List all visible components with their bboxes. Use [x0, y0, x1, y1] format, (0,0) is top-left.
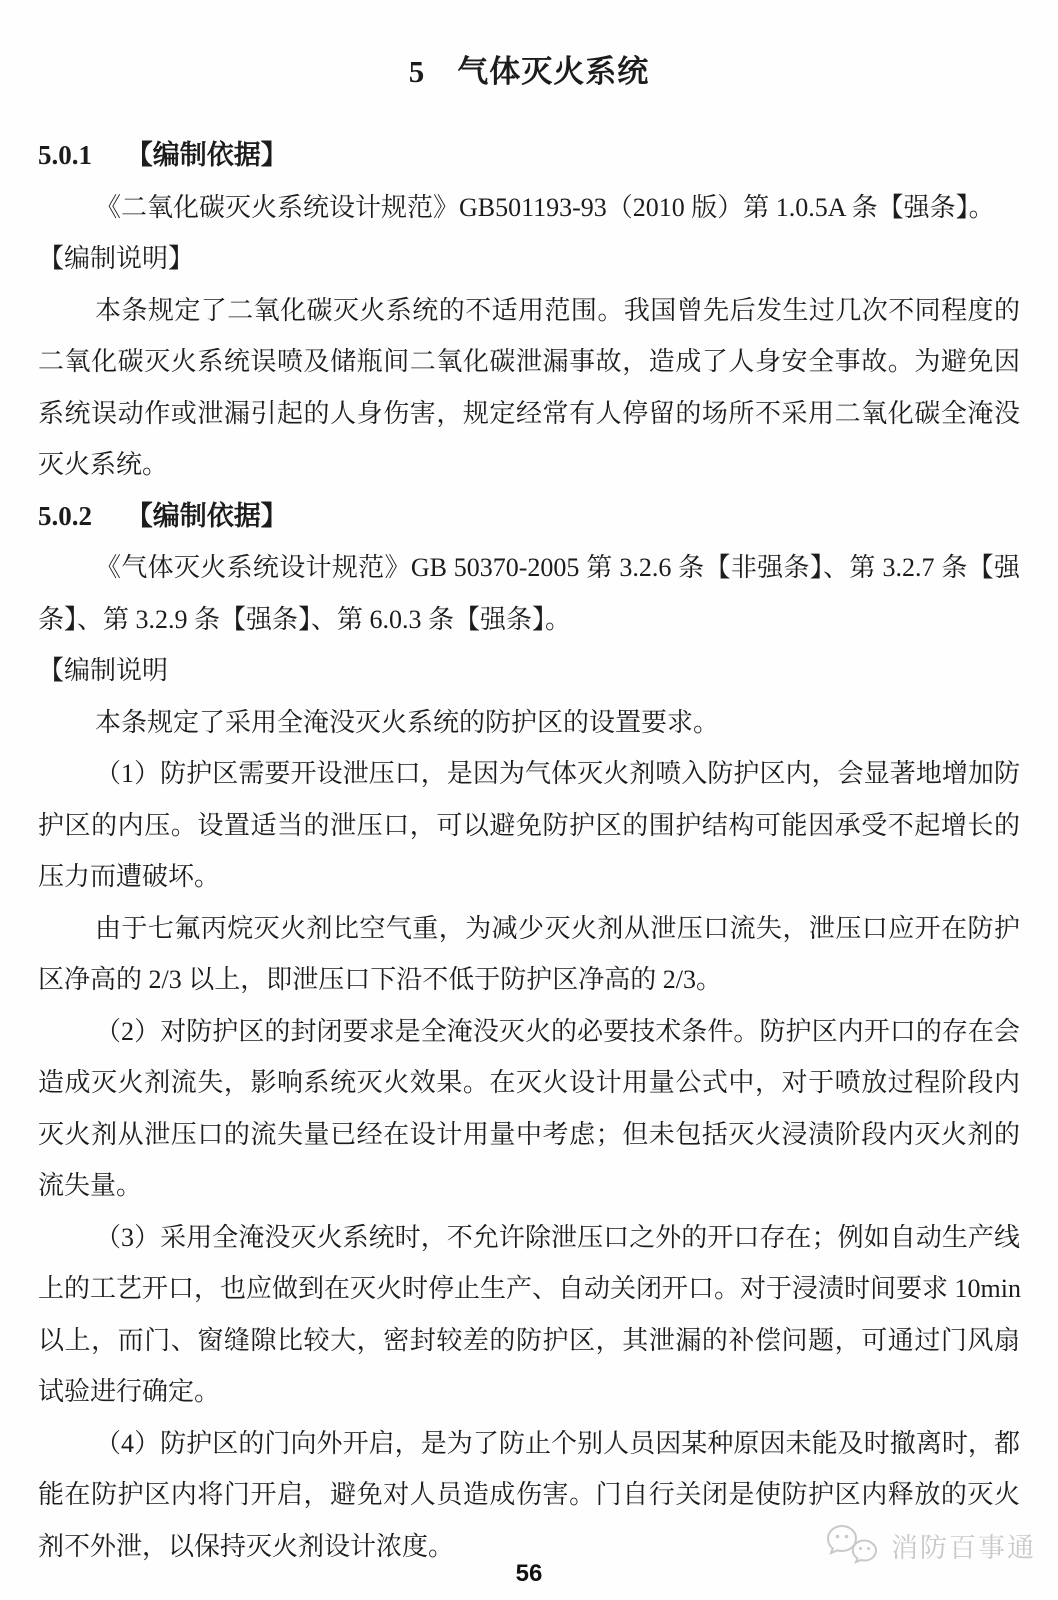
- text-line: （1）防护区需要开设泄压口，是因为气体灭火剂喷入防护区内，会显著地增加防: [95, 759, 1020, 788]
- text-line: 《二氧化碳灭火系统设计规范》GB501193-93（2010 版）第 1.0.5A 条【强条】。: [95, 192, 995, 222]
- text-line: 上的工艺开口，也应做到在灭火时停止生产、自动关闭开口。对于浸渍时间要求 10min: [38, 1274, 1021, 1303]
- text-line: 以上，而门、窗缝隙比较大，密封较差的防护区，其泄漏的补偿问题，可通过门风扇: [38, 1325, 1020, 1355]
- page-title: 5 气体灭火系统: [408, 54, 650, 89]
- text-line: 由于七氟丙烷灭火剂比空气重，为减少灭火剂从泄压口流失，泄压口应开在防护: [95, 913, 1020, 943]
- text-line: 区净高的 2/3 以上，即泄压口下沿不低于防护区净高的 2/3。: [38, 965, 722, 994]
- page-number: 56: [515, 1560, 543, 1587]
- text-line: 《气体灭火系统设计规范》GB 50370-2005 第 3.2.6 条【非强条】、第 3.2.7 条【强: [95, 553, 1020, 582]
- text-line: （4）防护区的门向外开启，是为了防止个别人员因某种原因未能及时撤离时，都: [95, 1428, 1020, 1458]
- text-line: 试验进行确定。: [38, 1377, 221, 1406]
- text-line: 系统误动作或泄漏引起的人身伤害，规定经常有人停留的场所不采用二氧化碳全淹没: [38, 398, 1020, 428]
- text-line: 条】、第 3.2.9 条【强条】、第 6.0.3 条【强条】。: [38, 604, 572, 634]
- text-line: 【编制说明】: [38, 244, 195, 273]
- watermark-label: 消防百事通: [891, 1532, 1036, 1563]
- text-line: 本条规定了采用全淹没灭火系统的防护区的设置要求。: [95, 707, 720, 737]
- text-line: 护区的内压。设置适当的泄压口，可以避免防护区的围护结构可能因承受不起增长的: [38, 810, 1020, 840]
- document-body: [38, 130, 1020, 1572]
- text-line: 能在防护区内将门开启，避免对人员造成伤害。门自行关闭是使防护区内释放的灭火: [38, 1480, 1020, 1509]
- text-line: 【编制说明: [38, 656, 169, 685]
- text-line: 压力而遭破坏。: [38, 862, 221, 891]
- text-line: 造成灭火剂流失，影响系统灭火效果。在灭火设计用量公式中，对于喷放过程阶段内: [38, 1068, 1020, 1097]
- text-line: 本条规定了二氧化碳灭火系统的不适用范围。我国曾先后发生过几次不同程度的: [95, 295, 1020, 325]
- text-line: （2）对防护区的封闭要求是全淹没灭火的必要技术条件。防护区内开口的存在会: [95, 1016, 1020, 1046]
- text-line: 灭火剂从泄压口的流失量已经在设计用量中考虑；但未包括灭火浸渍阶段内灭火剂的: [38, 1119, 1020, 1149]
- heading-line: 5.0.2 【编制依据】: [38, 500, 288, 531]
- text-line: 剂不外泄，以保持灭火剂设计浓度。: [38, 1531, 455, 1561]
- text-line: 二氧化碳灭火系统误喷及储瓶间二氧化碳泄漏事故，造成了人身安全事故。为避免因: [38, 347, 1020, 376]
- text-line: 灭火系统。: [38, 450, 169, 479]
- text-line: （3）采用全淹没灭火系统时，不允许除泄压口之外的开口存在；例如自动生产线: [95, 1222, 1020, 1252]
- heading-line: 5.0.1 【编制依据】: [38, 140, 288, 170]
- text-line: 流失量。: [38, 1171, 143, 1200]
